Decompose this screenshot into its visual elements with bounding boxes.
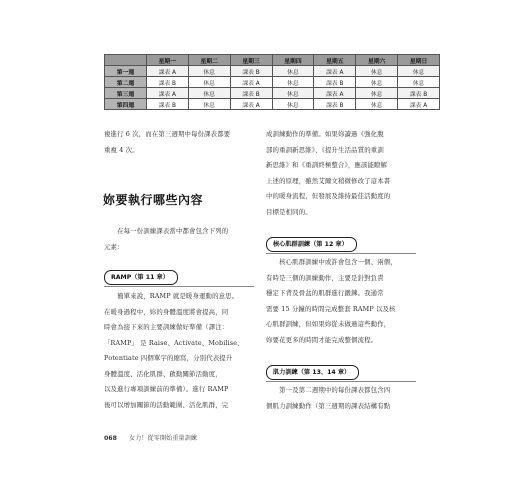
strength-heading: 肌力訓練（第 13、14 章） [266,365,359,380]
text-line: 穩定下背及骨盆的肌群進行鍛鍊。我通常 [266,289,384,297]
table-header-cell: 星期六 [356,55,398,66]
table-cell: 課表 A [314,66,356,77]
text-line: 心肌群訓練，但如果妳從未做過這些動作， [266,320,391,328]
table-header-cell: 星期三 [230,55,272,66]
text-line: 核心肌群訓練中或許會包含一個、兩個， [266,258,397,266]
ramp-heading: RAMP（第 11 章） [104,270,178,285]
text-line: 後可以增加關節的活動範圍、活化肌群，完 [104,400,229,409]
table-cell: 課表 B [314,77,356,88]
ramp-paragraph [104,289,254,413]
text-line: 新思維》和《重訓終極整合》，應該能瞭解 [266,161,388,169]
week-label-cell: 第一週 [105,66,147,77]
table-cell: 休息 [356,77,398,88]
table-cell: 休息 [356,66,398,77]
text-line: 部的重訓新思維》、《提升生活品質的重訓 [266,145,384,154]
text-line: 需要 15 分鐘的時間完成整套 RAMP 以及核 [266,304,396,313]
table-cell: 課表 A [146,88,188,99]
table-header-cell [105,55,147,66]
table-row [105,77,440,88]
text-line: 身體溫度、活化肌群、啟動關節活動度， [104,369,222,378]
table-cell: 休息 [188,88,230,99]
text-line: 複進行 6 次，而在第三週期中每份課表都要 [104,130,231,138]
table-cell: 休息 [188,99,230,110]
text-line: Potentiate 四個單字的縮寫，分別代表提升 [104,354,233,362]
table-cell: 休息 [272,99,314,110]
table-cell: 課表 A [230,77,272,88]
table-cell: 休息 [272,66,314,77]
text-line: 中的暖身流程，但發展及維持最佳活動度的 [266,192,391,200]
table-cell: 課表 A [314,88,356,99]
text-line: 有時是三個的訓練動作，主要是針對負責 [266,273,384,282]
table-header-cell: 星期四 [272,55,314,66]
table-header-cell: 星期日 [398,55,440,66]
left-top-paragraph [104,127,254,158]
text-line: 在暖身過程中，妳的身體溫度將會提高，同 [104,307,229,316]
table-cell: 課表 B [230,88,272,99]
table-row [105,88,440,99]
intro-paragraph [104,224,254,255]
table-cell: 休息 [398,77,440,88]
text-line: 目標是相同的。 [266,207,312,216]
table-header-row [105,55,440,66]
table-cell: 課表 B [398,88,440,99]
table-cell: 休息 [398,66,440,77]
table-row [105,99,440,110]
table-header-cell: 星期二 [188,55,230,66]
text-line: 元素： [104,242,124,251]
table-cell: 休息 [272,77,314,88]
text-line: 「RAMP」 是 Raise、Activate、Mobilise、 [104,338,244,347]
table-cell: 課表 B [146,77,188,88]
table-cell: 休息 [188,66,230,77]
strength-paragraph [266,383,416,414]
table-cell: 課表 A [230,99,272,110]
text-line: 重複 4 次。 [104,145,139,154]
table-cell: 休息 [188,77,230,88]
table-cell: 課表 B [146,99,188,110]
text-line: 妳要花更多的時間才能完成整個流程。 [266,335,378,344]
weekly-schedule-table [104,54,440,110]
table-cell: 課表 B [314,99,356,110]
table-cell: 休息 [356,88,398,99]
text-line: 上述的原理，雖然艾爾文稍微修改了這本書 [266,176,391,185]
table-cell: 課表 A [146,66,188,77]
page-footer [104,433,197,442]
right-top-paragraph [266,127,416,220]
text-line: 第一及第二週期中的每份課表都包含四 [266,386,391,394]
text-line: 個肌力訓練動作（第三週期的課表結構有點 [266,401,391,410]
week-label-cell: 第二週 [105,77,147,88]
week-label-cell: 第三週 [105,88,147,99]
running-title: 女力！從零開始重量訓練 [128,435,197,442]
text-line: 在每一份訓練課表當中都會包含下列的 [104,227,229,235]
table-row [105,66,440,77]
text-line: 簡單來說，RAMP 就是暖身運動的意思。 [104,292,239,300]
text-line: 以及進行專項訓練前的準備）。進行 RAMP [104,385,229,393]
table-header-cell: 星期一 [146,55,188,66]
page-number: 068 [104,435,117,442]
table-header-cell: 星期五 [314,55,356,66]
text-line: 時會為接下來的主要訓練做好準備（譯注： [104,323,229,331]
text-line: 成訓練動作的準備。如果妳讀過《強化腹 [266,130,384,138]
section-title: 妳要執行哪些內容 [103,193,204,207]
table-cell: 休息 [272,88,314,99]
table-cell: 課表 A [398,99,440,110]
table-cell: 課表 B [230,66,272,77]
core-heading: 核心肌群訓練（第 12 章） [266,237,357,252]
core-paragraph [266,255,416,348]
week-label-cell: 第四週 [105,99,147,110]
table-cell: 休息 [356,99,398,110]
